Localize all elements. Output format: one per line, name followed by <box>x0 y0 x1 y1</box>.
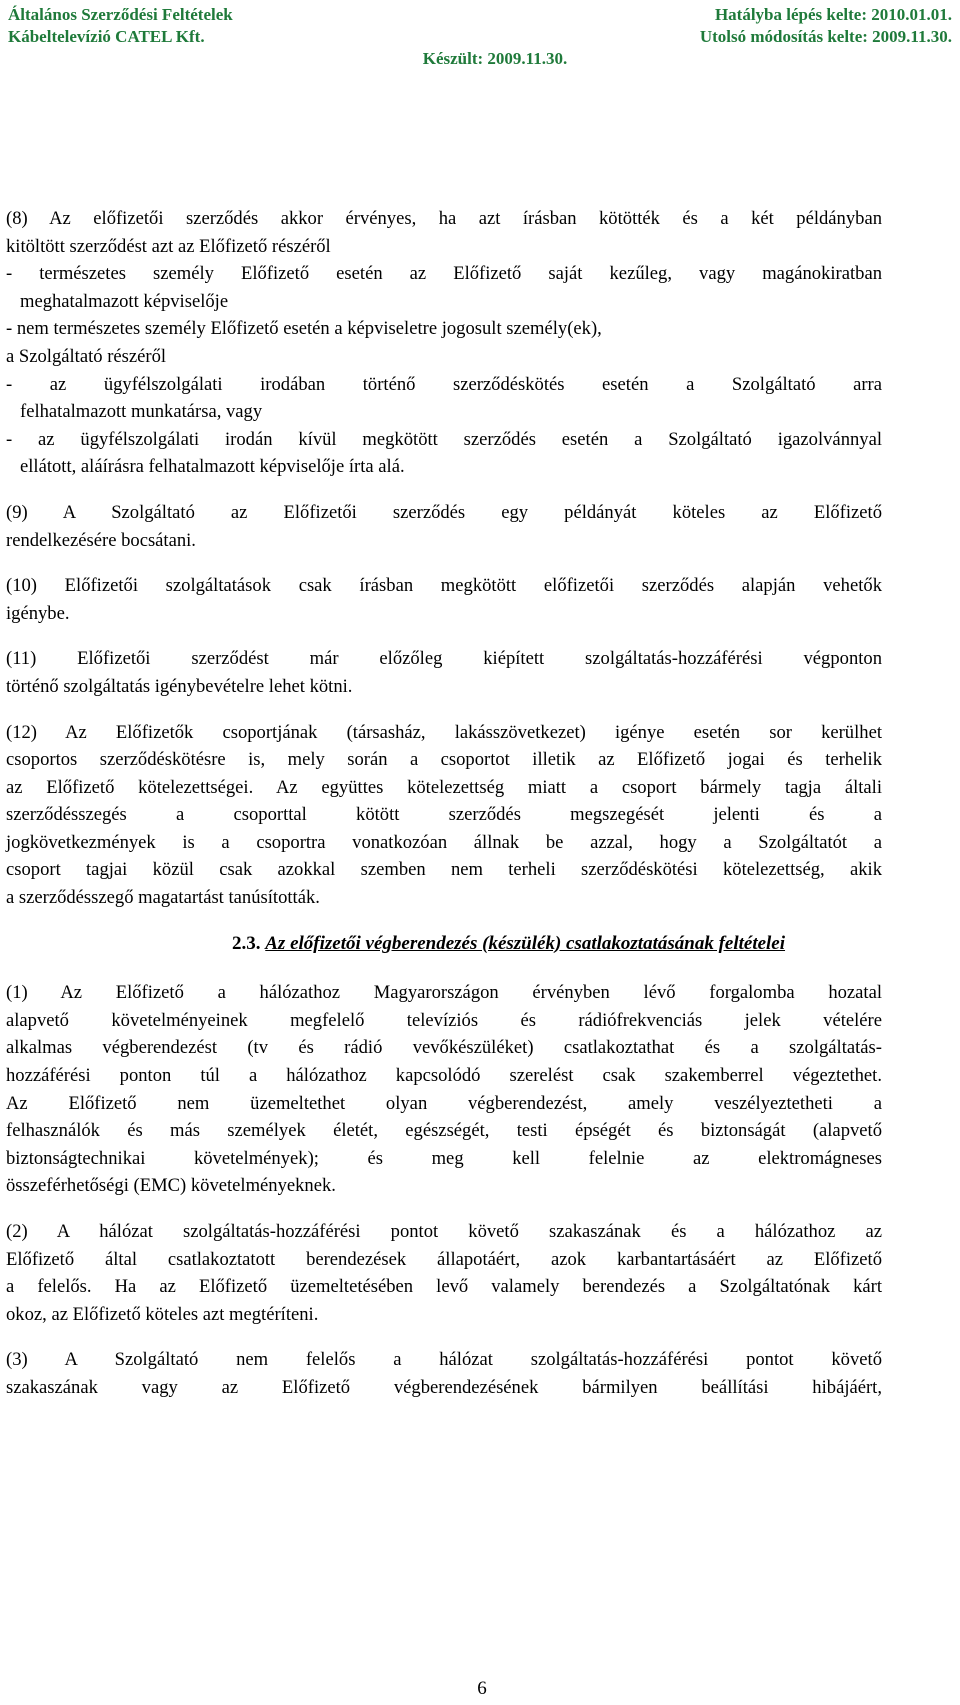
text-line: (12) Az Előfizetők csoportjának (társasház, lakásszövetkezet) igénye esetén sor kerülhet <box>6 721 882 743</box>
section-number: 2.3. <box>232 932 261 954</box>
text-line: okoz, az Előfizető köteles azt megtéríteni. <box>6 1303 319 1325</box>
paragraph-10 <box>6 572 882 627</box>
text-line: hozzáférési ponton túl a hálózathoz kapcsolódó szerelést csak szakemberrel végeztethet. <box>6 1065 882 1087</box>
paragraph-12 <box>6 719 882 912</box>
text-line: felhatalmazott munkatársa, vagy <box>20 401 263 423</box>
text-line: (1) Az Előfizető a hálózathoz Magyarországon érvényben lévő forgalomba hozatal <box>6 982 882 1004</box>
text-line: rendelkezésére bocsátani. <box>6 529 196 551</box>
text-line: szerződésszegés a csoporttal kötött szerződés megszegését jelenti és a <box>6 804 882 826</box>
page-header <box>8 4 952 70</box>
text-line: - az ügyfélszolgálati irodában történő szerződéskötés esetén a Szolgáltató arra <box>6 373 882 395</box>
effective-date: Hatályba lépés kelte: 2010.01.01. <box>714 5 952 24</box>
text-line: - természetes személy Előfizető esetén az Előfizető saját kezűleg, vagy magánokiratban <box>6 263 882 285</box>
section-paragraph-3 <box>6 1346 882 1401</box>
page-number: 6 <box>477 1678 487 1699</box>
text-line: csoportos szerződéskötésre is, mely során a csoportot illetik az Előfizető jogai és terhelik <box>6 749 882 771</box>
text-line: szakaszának vagy az Előfizető végberendezésének bármilyen beállítási hibájáért, <box>6 1376 882 1398</box>
section-paragraph-2 <box>6 1218 882 1328</box>
text-line: igénybe. <box>6 602 70 624</box>
text-line: felhasználók és más személyek életét, egészségét, testi épségét és biztonságát (alapvető <box>6 1120 882 1142</box>
text-line: Előfizető által csatlakoztatott berendezések állapotáért, azok karbantartásáért az Előfizető <box>6 1248 882 1270</box>
text-line: a felelős. Ha az Előfizető üzemeltetésében levő valamely berendezés a Szolgáltatónak kárt <box>6 1276 882 1298</box>
text-line: a Szolgáltató részéről <box>6 345 167 367</box>
created-date: Készült: 2009.11.30. <box>422 49 568 68</box>
section-heading <box>6 930 882 958</box>
text-line: biztonságtechnikai követelmények); és meg kell felelnie az elektromágneses <box>6 1147 882 1169</box>
document-body <box>6 205 882 1420</box>
header-row-2 <box>8 26 952 48</box>
last-modified-date: Utolsó módosítás kelte: 2009.11.30. <box>699 27 952 46</box>
text-line: (2) A hálózat szolgáltatás-hozzáférési pontot követő szakaszának és a hálózathoz az <box>6 1221 882 1242</box>
document-title: Általános Szerződési Feltételek <box>8 5 233 24</box>
section-title: Az előfizetői végberendezés (készülék) csatlakoztatásának feltételei <box>265 932 786 954</box>
text-line: történő szolgáltatás igénybevételre lehet kötni. <box>6 675 353 697</box>
text-line: (8) Az előfizetői szerződés akkor érvényes, ha azt írásban kötötték és a két példányban <box>6 208 882 229</box>
text-line: a szerződésszegő magatartást tanúsították. <box>6 887 320 909</box>
text-line: meghatalmazott képviselője <box>20 290 229 312</box>
text-line: alapvető követelményeinek megfelelő televíziós és rádiófrekvenciás jelek vételére <box>6 1009 882 1031</box>
text-line: csoport tagjai közül csak azokkal szemben nem terheli szerződéskötési kötelezettség, akik <box>6 859 882 881</box>
text-line: - az ügyfélszolgálati irodán kívül megkötött szerződés esetén a Szolgáltató igazolvánnyal <box>6 428 882 450</box>
text-line: az Előfizető kötelezettségei. Az együttes kötelezettség miatt a csoport bármely tagja általi <box>6 776 882 798</box>
header-row-1 <box>8 4 952 26</box>
text-line: összeférhetőségi (EMC) követelményeknek. <box>6 1175 336 1197</box>
text-line: jogkövetkezmények is a csoportra vonatkozóan állnak be azzal, hogy a Szolgáltatót a <box>6 831 882 853</box>
paragraph-9 <box>6 499 882 554</box>
text-line: (11) Előfizetői szerződést már előzőleg kiépített szolgáltatás-hozzáférési végponton <box>6 648 882 670</box>
text-line: Az Előfizető nem üzemeltethet olyan végberendezést, amely veszélyeztetheti a <box>6 1092 882 1114</box>
text-line: (9) A Szolgáltató az Előfizetői szerződés egy példányát köteles az Előfizető <box>6 501 882 523</box>
paragraph-11 <box>6 645 882 700</box>
text-line: kitöltött szerződést azt az Előfizető részéről <box>6 235 331 257</box>
text-line: ellátott, aláírásra felhatalmazott képviselője írta alá. <box>20 456 405 478</box>
company-name: Kábeltelevízió CATEL Kft. <box>8 27 205 46</box>
text-line: (10) Előfizetői szolgáltatások csak írásban megkötött előfizetői szerződés alapján vehetők <box>6 575 882 597</box>
text-line: - nem természetes személy Előfizető esetén a képviseletre jogosult személy(ek), <box>6 318 602 340</box>
text-line: (3) A Szolgáltató nem felelős a hálózat szolgáltatás-hozzáférési pontot követő <box>6 1349 882 1371</box>
paragraph-8 <box>6 205 882 481</box>
section-paragraph-1 <box>6 979 882 1200</box>
text-line: alkalmas végberendezést (tv és rádió vevőkészüléket) csatlakoztathat és a szolgáltatás- <box>6 1037 882 1059</box>
